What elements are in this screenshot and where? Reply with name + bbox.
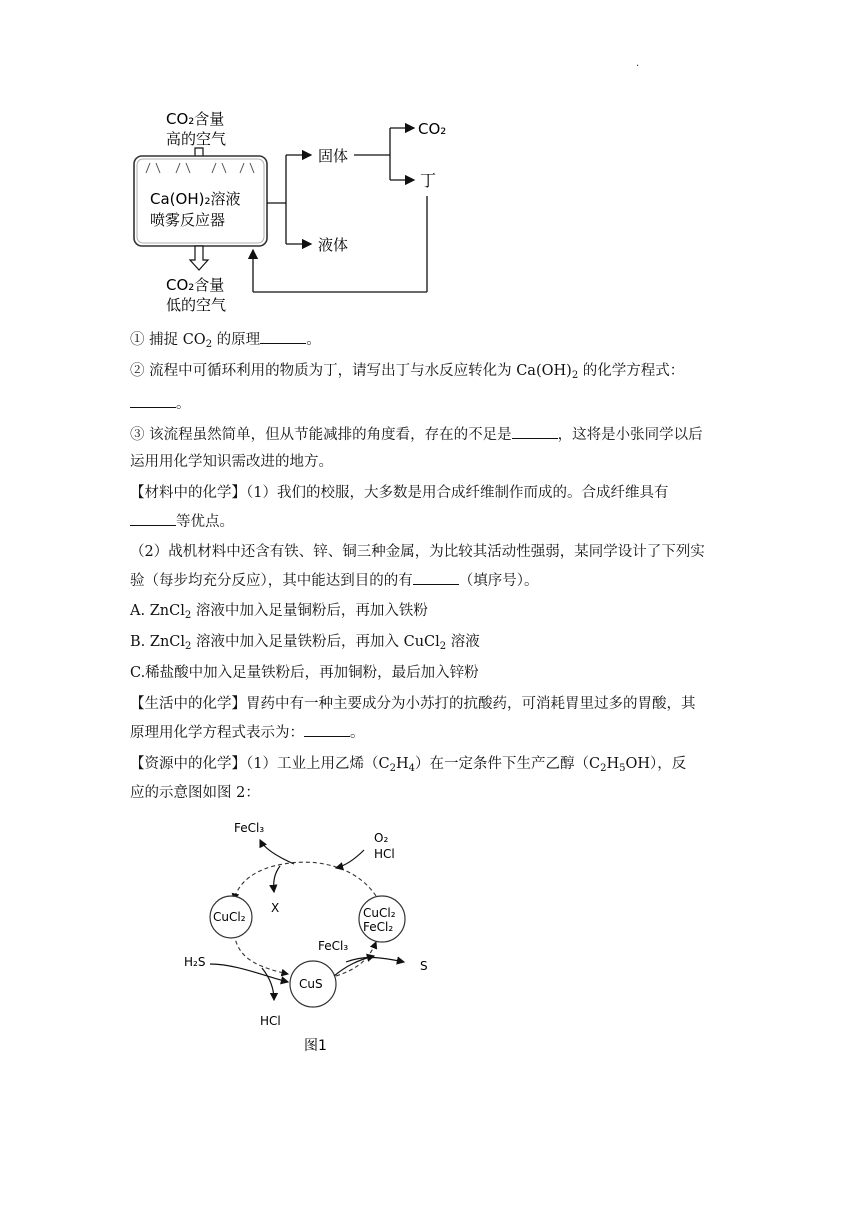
resource-line2: 应的示意图如图 2： bbox=[130, 785, 260, 801]
cus-label: CuS bbox=[299, 977, 323, 991]
life-line1: 【生活中的化学】胃药中有一种主要成分为小苏打的抗酸药，可消耗胃里过多的胃酸，其 bbox=[130, 696, 696, 712]
metal-question-line1: （2）战机材料中还含有铁、锌、铜三种金属，为比较其活动性强弱，某同学设计了下列实 bbox=[130, 544, 705, 560]
co2-capture-diagram bbox=[128, 108, 458, 320]
cycle-diagram bbox=[176, 816, 446, 1056]
output-air-label-2: 低的空气 bbox=[166, 296, 227, 314]
liquid-label: 液体 bbox=[318, 236, 349, 254]
answer-blank-5[interactable] bbox=[413, 570, 459, 585]
question-3: ③ 该流程虽然简单，但从节能减排的角度看，存在的不足是 ，这将是小张同学以后 bbox=[130, 424, 703, 445]
s-label: S bbox=[420, 959, 428, 973]
question-3-line2: 运用用化学知识需改进的地方。 bbox=[130, 454, 333, 470]
co2-product-label: CO₂ bbox=[418, 120, 447, 138]
answer-blank-4[interactable] bbox=[130, 511, 176, 526]
option-b: B. ZnCl$_2$ 溶液中加入足量铁粉后，再加入 CuCl$_2$ 溶液 bbox=[130, 634, 480, 652]
question-1: ① 捕捉 $CO_2$ 的原理 。 bbox=[130, 329, 321, 355]
answer-blank-2[interactable] bbox=[130, 393, 176, 408]
hcl-top-label: HCl bbox=[374, 847, 395, 861]
reactor-label-1: Ca(OH)₂溶液 bbox=[150, 190, 241, 208]
solid-label: 固体 bbox=[318, 147, 349, 165]
input-air-label-2: 高的空气 bbox=[166, 130, 227, 148]
materials-line2: 等优点。 bbox=[130, 511, 234, 532]
answer-blank-1[interactable] bbox=[260, 329, 306, 344]
x-label: X bbox=[271, 901, 280, 915]
option-c: C.稀盐酸中加入足量铁粉后，再加铜粉，最后加入锌粉 bbox=[130, 665, 479, 681]
metal-question-line2: 验（每步均充分反应），其中能达到目的的有 （填序号）。 bbox=[130, 570, 539, 591]
answer-blank-3[interactable] bbox=[512, 424, 558, 439]
cucl2-label: CuCl₂ bbox=[213, 910, 246, 924]
option-a: A. ZnCl$_2$ 溶液中加入足量铜粉后，再加入铁粉 bbox=[130, 603, 428, 621]
mix-label-2: FeCl₂ bbox=[363, 920, 394, 934]
fecl3-top-label: FeCl₃ bbox=[234, 821, 265, 835]
fecl3-mid-label: FeCl₃ bbox=[318, 939, 349, 953]
o2-label: O₂ bbox=[374, 831, 389, 845]
figure-caption: 图1 bbox=[304, 1038, 327, 1054]
life-line2: 原理用化学方程式表示为： 。 bbox=[130, 722, 365, 743]
question-2-answer: 。 bbox=[130, 393, 191, 414]
resource-line1: 【资源中的化学】（1）工业上用乙烯$(C_2H_4)$在一定条件下生产乙醇$(C_2H_5OH)$，反 bbox=[130, 756, 687, 774]
ding-label: 丁 bbox=[420, 171, 437, 190]
answer-blank-6[interactable] bbox=[304, 722, 350, 737]
mix-label-1: CuCl₂ bbox=[363, 906, 396, 920]
header-dot: . bbox=[636, 58, 640, 69]
materials-line1: 【材料中的化学】（1）我们的校服，大多数是用合成纤维制作而成的。合成纤维具有 bbox=[130, 485, 669, 501]
hcl-bottom-label: HCl bbox=[260, 1014, 281, 1028]
output-air-label-1: CO₂含量 bbox=[166, 276, 225, 294]
reactor-label-2: 喷雾反应器 bbox=[150, 211, 226, 229]
question-2: ② 流程中可循环利用的物质为丁，请写出丁与水反应转化为 $Ca(OH)_2$ 的化学方程式： bbox=[130, 363, 685, 381]
input-air-label-1: CO₂含量 bbox=[166, 110, 225, 128]
h2s-label: H₂S bbox=[184, 955, 206, 969]
output-arrow bbox=[190, 246, 208, 270]
